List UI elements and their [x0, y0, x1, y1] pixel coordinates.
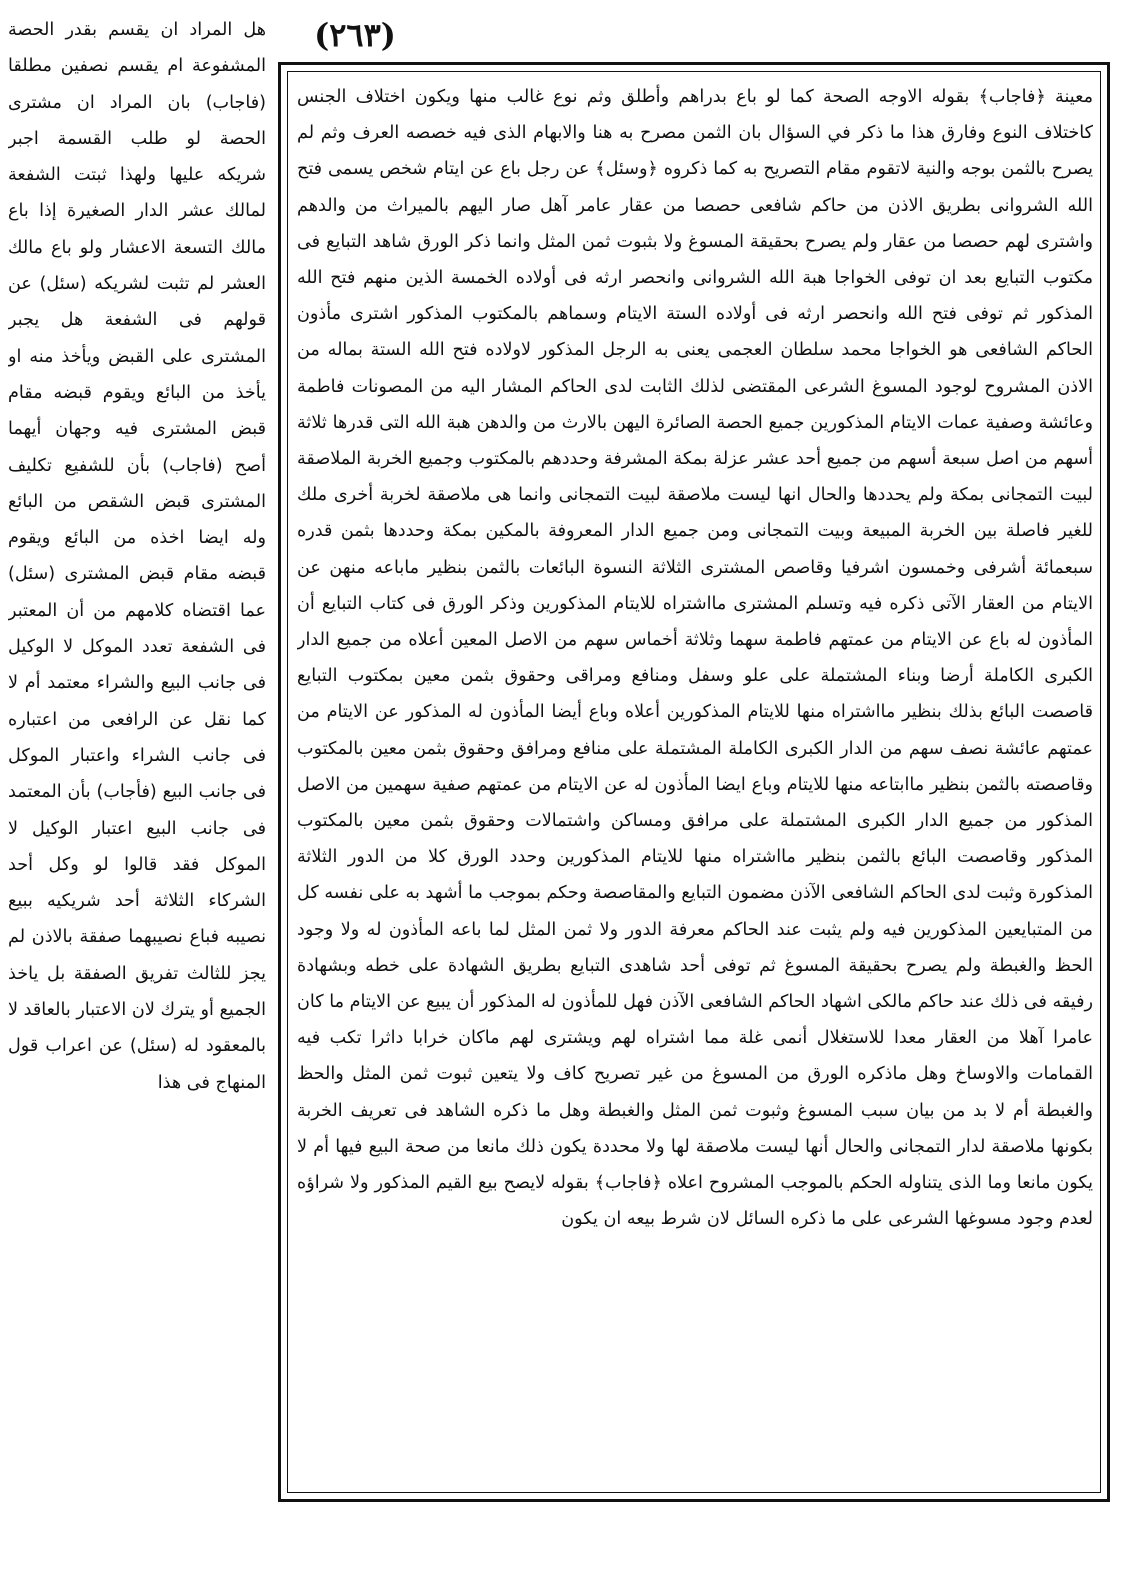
- main-text-paragraph: معينة ﴿فاجاب﴾ بقوله الاوجه الصحة كما لو باع بدراهم وأطلق وثم نوع غالب منها ويكون اختلاف الجنس كاختلاف النوع وفارق هذا ما ذكر في السؤال بان الثمن مصرح به هنا والابهام الذى فيه خصصه العرف وثم لم يصرح بالثمن بوجه والنية لاتقوم مقام التصريح به كما ذكروه ﴿وسئل﴾ عن رجل باع عن ايتام شخص يسمى فتح الله الشروانى بطريق الاذن من حاكم شافعى حصصا من عقار عامر آهل صار اليهم بالميراث من والدهم واشترى لهم حصصا من عقار ولم يصرح بحقيقة المسوغ ولا بثبوت ثمن المثل وانما ذكر الورق شاهد التبايع فى مكتوب التبايع بعد ان توفى الخواجا هبة الله الشروانى وانحصر ارثه فى أولاده الخمسة الذين منهم فتح الله المذكور ثم توفى فتح الله وانحصر ارثه فى أولاده الستة الايتام وسماهم بالمكتوب المذكور اشترى مأذون الحاكم الشافعى هو الخواجا محمد سلطان العجمى يعنى به الرجل المذكور لاولاده فتح الله الستة بماله من الاذن المشروح لوجود المسوغ الشرعى المقتضى لذلك الثابت لدى الحاكم المشار اليه من المصونات فاطمة وعائشة وصفية عمات الايتام المذكورين جميع الحصة الصائرة اليهن بالارث من والدهن هبة الله التى قدرها ثلاثة أسهم من اصل سبعة أسهم من جميع أحد عشر عزلة بمكة المشرفة وحددهم بالمكتوب وجميع الخربة الملاصقة لبيت التمجانى بمكة ولم يحددها والحال انها ليست ملاصقة لبيت التمجانى وانما هى ملاصقة لخربة أخرى ملك للغير فاصلة بين الخربة المبيعة وبيت التمجانى ومن جميع الدار المعروفة بالمكين بمكة وحددها بثمن قدره سبعمائة أشرفى وخمسون اشرفيا وقاصص المشترى الثلاثة النسوة البائعات بالثمن بنظير ماباعه منهن عن الايتام من العقار الآتى ذكره فيه وتسلم المشترى مااشتراه للايتام المذكورين وذكر الورق فى كتاب التبايع أن المأذون له باع عن الايتام من عمتهم فاطمة سهما وثلاثة أخماس سهم من الاصل المعين أعلاه من جميع الدار الكبرى الكاملة أرضا وبناء المشتملة على علو وسفل ومنافع ومراقى وحقوق بثمن معين بمكتوب التبايع قاصصت البائع بذلك بنظير مااشتراه منها للايتام المذكورين أعلاه وباع أيضا المأذون له المذكور عن الايتام من عمتهم عائشة نصف سهم من الدار الكبرى الكاملة المشتملة على منافع ومرافق وحقوق بثمن معين بالمكتوب وقاصصته بالثمن بنظير ماابتاعه منها للايتام وباع ايضا المأذون له عن الايتام من عمتهم صفية سهمين من الاصل المذكور من جميع الدار الكبرى المشتملة على مرافق ومساكن واشتمالات وحقوق بثمن معين بالمكتوب المذكور وقاصصت البائع بالثمن بنظير مااشتراه منها للايتام المذكورين وحدد الورق كلا من الدور الثلاثة المذكورة وثبت لدى الحاكم الشافعى الآذن مضمون التبايع والمقاصصة وحكم بموجب ما أشهد به على نفسه كل من المتبايعين المذكورين فيه ولم يثبت عند الحاكم معرفة الدور ولا ثمن المثل لما باعه المأذون له ولا وجود الحظ والغبطة ولم يصرح بحقيقة المسوغ ثم توفى أحد شاهدى التبايع بطريق الشهادة على خطه وبشهادة رفيقه فى ذلك عند حاكم مالكى اشهاد الحاكم الشافعى الآذن فهل للمأذون له المذكور أن يبيع عن الايتام ما كان عامرا آهلا من العقار معدا للاستغلال أنمى غلة مما اشتراه لهم ويشترى لهم ماكان خرابا داثرا تكب فيه القمامات والاوساخ وهل ماذكره الورق من المسوغ من غير تصريح كاف ولا يتعين ثبوت ثمن المثل والحظ والغبطة أم لا بد من بيان سبب المسوغ وثبوت ثمن المثل والغبطة وهل ما ذكره الشاهد فى تعريف الخربة بكونها ملاصقة لدار التمجانى والحال أنها ليست ملاصقة لها ولا محددة يكون ذلك مانعا من صحة البيع فيها أم لا يكون مانعا وما الذى يتناوله الحكم بالموجب المشروح اعلاه ﴿فاجاب﴾ بقوله لايصح بيع القيم المذكور ولا شراؤه لعدم وجود مسوغها الشرعى على ما ذكره السائل لان شرط بيعه ان يكون: [297, 87, 1093, 1230]
- margin-commentary-text: هل المراد ان يقسم بقدر الحصة المشفوعة ام يقسم نصفين مطلقا (فاجاب) بان المراد ان مشترى الحصة لو طلب القسمة اجبر شريكه عليها ولهذا ثبتت الشفعة لمالك عشر الدار الصغيرة إذا باع مالك التسعة الاعشار ولو باع مالك العشر لم تثبت لشريكه (سئل) عن قولهم فى الشفعة هل يجبر المشترى على القبض ويأخذ منه او يأخذ من البائع ويقوم قبضه مقام قبض المشترى فيه وجهان أيهما أصح (فاجاب) بأن للشفيع تكليف المشترى قبض الشقص من البائع وله ايضا اخذه من البائع ويقوم قبضه مقام قبض المشترى (سئل) عما اقتضاه كلامهم من أن المعتبر فى الشفعة تعدد الموكل لا الوكيل فى جانب البيع والشراء معتمد أم لا كما نقل عن الرافعى من اعتباره فى جانب الشراء واعتبار الموكل فى جانب البيع (فأجاب) بأن المعتمد فى جانب البيع اعتبار الوكيل لا الموكل فقد قالوا لو وكل أحد الشركاء الثلاثة أحد شريكيه ببيع نصيبه فباع نصيبهما صفقة بالاذن لم يجز للثالث تفريق الصفقة بل ياخذ الجميع أو يترك لان الاعتبار بالعاقد لا بالمعقود له (سئل) عن اعراب قول المنهاج فى هذا: [8, 20, 266, 1093]
- main-text-block: [297, 79, 1093, 1489]
- page-number: (٢٦٣): [314, 16, 396, 54]
- main-text-frame: [278, 62, 1110, 1502]
- margin-commentary-column: [8, 12, 266, 1572]
